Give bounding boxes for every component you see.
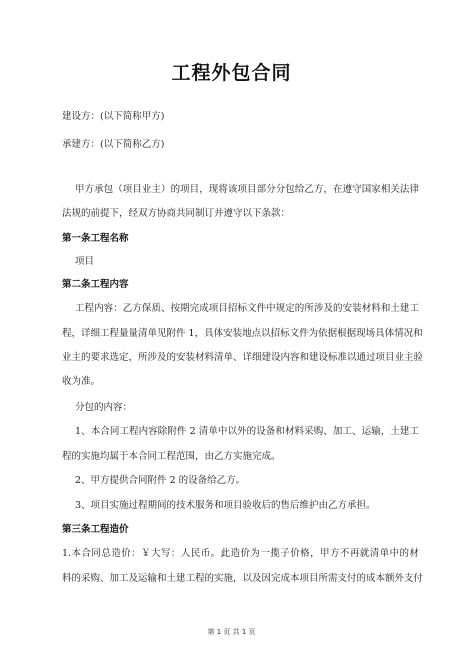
section-line: 1、本合同工程内容除附件 2 清单中以外的设备和材料采购、加工、运输，土建工 <box>75 426 419 437</box>
section-line: 程的实施均属于本合同工程范围，由乙方实施完成。 <box>62 451 281 462</box>
section-line: 工程内容：乙方保质、按期完成项目招标文件中规定的所涉及的安装材料和土建工 <box>75 303 419 314</box>
section-line: 业主的要求选定，所涉及的安装材料清单、详细建设内容和建设标准以通过项目业主验 <box>62 352 424 363</box>
section-line: 料的采购、加工及运输和土建工程的实施，以及因完成本项目所需支付的成本额外支付 <box>62 573 424 584</box>
section-line: 3、项目实施过程期间的技术服务和项目验收后的售后维护由乙方承担。 <box>75 500 376 511</box>
section-heading: 第二条工程内容 <box>62 279 129 290</box>
section-line: 分包的内容： <box>75 402 133 413</box>
intro-line: 法规的前提下，经双方协商共同制订并遵守以下条款： <box>62 208 291 219</box>
party-a-line: 建设方：(以下简称甲方) <box>62 111 165 122</box>
intro-line: 甲方承包（项目业主）的项目，现将该项目部分分包给乙方，在遵守国家相关法律 <box>75 184 419 195</box>
section-heading: 第一条工程名称 <box>62 233 129 244</box>
section-line: 项目 <box>75 256 95 267</box>
section-line: 2、甲方提供合同附件 2 的设备给乙方。 <box>75 475 246 486</box>
party-b-line: 承建方：(以下简称乙方) <box>62 139 165 150</box>
section-line: 程，详细工程量量清单见附件 1，具体安装地点以招标文件为依据根据现场具体情况和 <box>62 328 423 339</box>
section-line: 收为准。 <box>62 376 101 387</box>
document-title: 工程外包合同 <box>171 62 292 84</box>
section-line: 1.本合同总造价：￥大写：人民币。此造价为一揽子价格，甲方不再就清单中的材 <box>62 548 419 559</box>
page-number-footer: 第 1 页 共 1 页 <box>207 628 256 636</box>
section-heading: 第三条工程造价 <box>62 524 129 535</box>
